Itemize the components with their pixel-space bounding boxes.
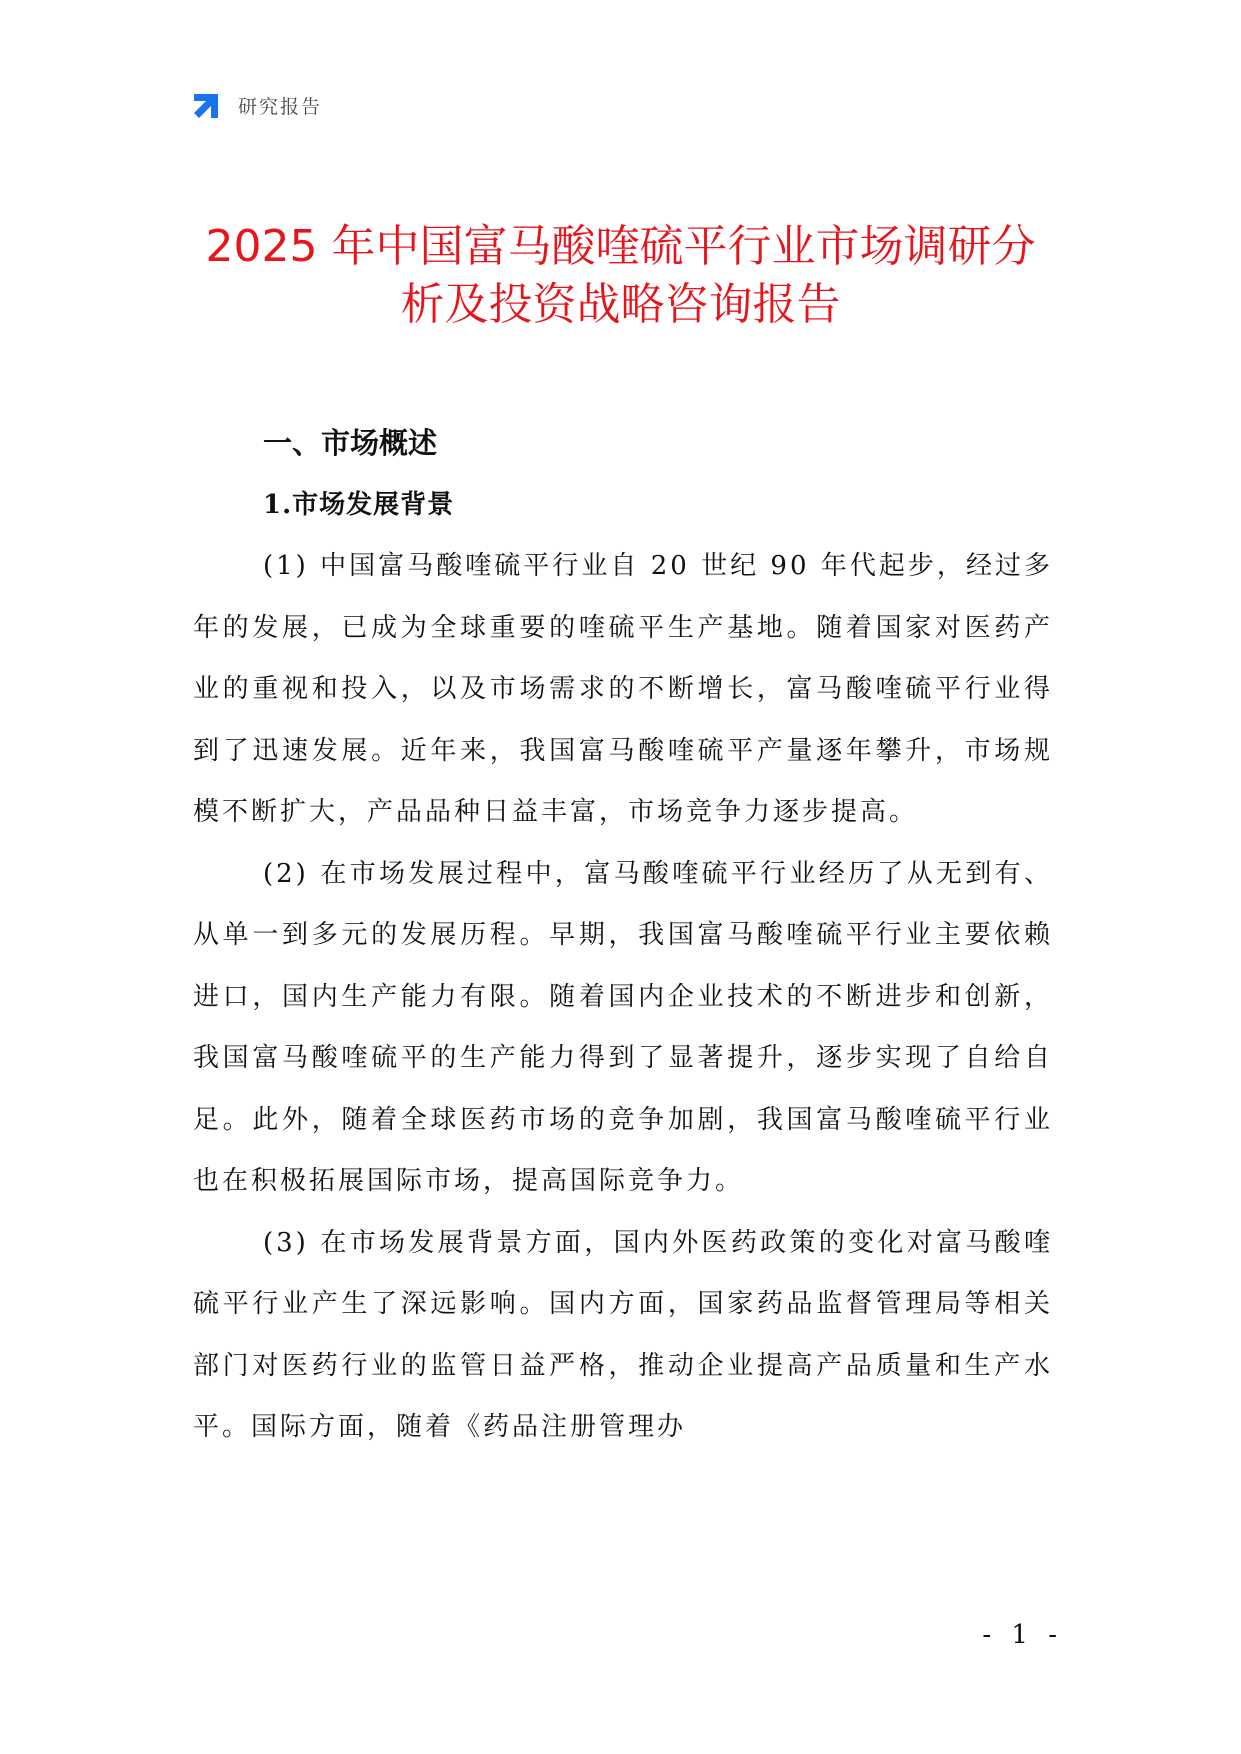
report-header [190,88,322,122]
paragraph-2: (2) 在市场发展过程中，富马酸喹硫平行业经历了从无到有、从单一到多元的发展历程。早期，我国富马酸喹硫平行业主要依赖进口，国内生产能力有限。随着国内企业技术的不断进步和创新，我国富马酸喹硫平的生产能力得到了显著提升，逐步实现了自给自足。此外，随着全球医药市场的竞争加剧，我国富马酸喹硫平行业也在积极拓展国际市场，提高国际竞争力。 [193,858,1053,1196]
paragraph-1: (1) 中国富马酸喹硫平行业自 20 世纪 90 年代起步，经过多年的发展，已成为全球重要的喹硫平生产基地。随着国家对医药产业的重视和投入，以及市场需求的不断增长，富马酸喹硫平行业得到了迅速发展。近年来，我国富马酸喹硫平产量逐年攀升，市场规模不断扩大，产品品种日益丰富，市场竞争力逐步提高。 [193,551,1053,827]
arrow-logo-icon [190,88,224,122]
page-number: - 1 - [982,1620,1063,1650]
title-line-1: 2025 年中国富马酸喹硫平行业市场调研分 [205,221,1036,272]
header-label: 研究报告 [238,95,323,118]
title-line-2: 析及投资战略咨询报告 [400,279,841,330]
section-subheading: 1.市场发展背景 [263,490,455,520]
paragraph-3: (3) 在市场发展背景方面，国内外医药政策的变化对富马酸喹硫平行业产生了深远影响。国内方面，国家药品监督管理局等相关部门对医药行业的监管日益严格，推动企业提高产品质量和生产水平。国际方面，随着《药品注册管理办 [193,1227,1053,1442]
report-title [150,218,1091,334]
section-heading: 一、市场概述 [263,426,438,460]
report-body [193,412,1053,1459]
